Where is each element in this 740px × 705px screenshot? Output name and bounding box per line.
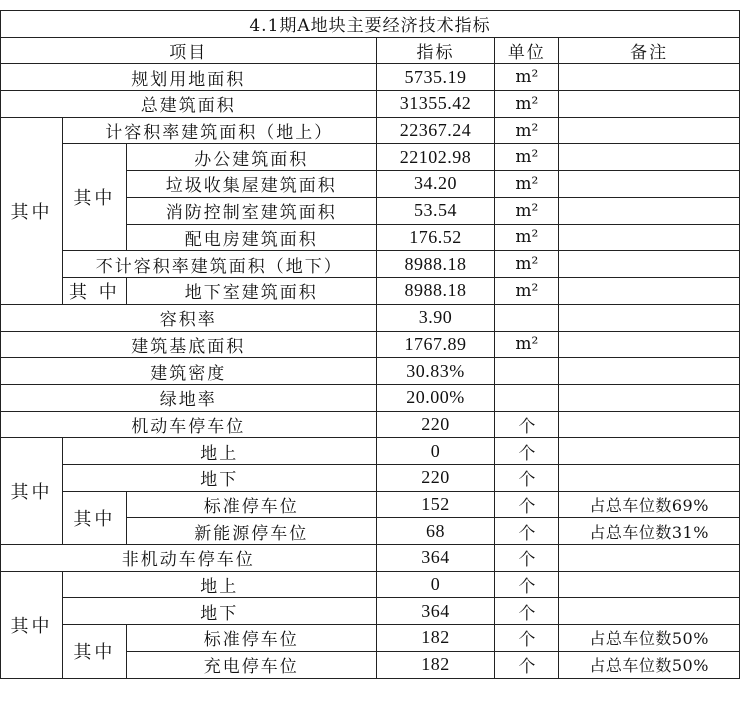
row-value: 30.83%	[376, 358, 495, 385]
table-row	[1, 545, 740, 572]
row-note	[559, 438, 740, 465]
row-value: 1767.89	[376, 331, 495, 358]
row-value: 68	[376, 518, 495, 545]
row-value: 34.20	[376, 171, 495, 198]
row-unit: 个	[495, 651, 559, 678]
row-unit: m²	[495, 197, 559, 224]
row-note	[559, 384, 740, 411]
row-item: 充电停车位	[126, 651, 376, 678]
row-unit: m²	[495, 224, 559, 251]
row-note: 占总车位数69%	[559, 491, 740, 518]
table-row	[1, 277, 740, 304]
row-unit: m²	[495, 64, 559, 91]
row-item: 机动车停车位	[1, 411, 377, 438]
row-unit: m²	[495, 251, 559, 278]
row-unit	[495, 358, 559, 385]
row-item: 规划用地面积	[1, 64, 377, 91]
row-item: 新能源停车位	[126, 518, 376, 545]
row-note	[559, 411, 740, 438]
row-value: 31355.42	[376, 91, 495, 118]
row-value: 220	[376, 411, 495, 438]
subgroup-label-qizhong: 其中	[62, 144, 126, 251]
row-item: 绿地率	[1, 384, 377, 411]
row-value: 182	[376, 625, 495, 652]
row-item: 总建筑面积	[1, 91, 377, 118]
row-unit: m²	[495, 117, 559, 144]
row-unit: m²	[495, 171, 559, 198]
row-unit	[495, 304, 559, 331]
row-note	[559, 224, 740, 251]
row-item: 配电房建筑面积	[126, 224, 376, 251]
row-note: 占总车位数50%	[559, 625, 740, 652]
row-value: 220	[376, 465, 495, 492]
row-item: 容积率	[1, 304, 377, 331]
row-note: 占总车位数31%	[559, 518, 740, 545]
row-note	[559, 251, 740, 278]
table-row	[1, 571, 740, 598]
table-row	[1, 411, 740, 438]
table-title-row	[1, 11, 740, 38]
row-unit: 个	[495, 545, 559, 572]
row-note	[559, 465, 740, 492]
row-value: 20.00%	[376, 384, 495, 411]
subgroup-label-qizhong: 其 中	[62, 277, 126, 304]
row-unit: 个	[495, 625, 559, 652]
table-row	[1, 144, 740, 171]
row-item: 地下	[62, 465, 376, 492]
subgroup-label-qizhong: 其中	[62, 491, 126, 544]
table-row	[1, 64, 740, 91]
row-value: 8988.18	[376, 251, 495, 278]
header-unit: 单位	[495, 37, 559, 64]
row-note	[559, 277, 740, 304]
table-row	[1, 625, 740, 652]
table-row	[1, 91, 740, 118]
header-value: 指标	[376, 37, 495, 64]
group-label-qizhong: 其中	[1, 571, 63, 678]
table-row	[1, 491, 740, 518]
row-note	[559, 144, 740, 171]
row-value: 5735.19	[376, 64, 495, 91]
row-value: 176.52	[376, 224, 495, 251]
row-unit: 个	[495, 438, 559, 465]
table-row	[1, 331, 740, 358]
row-note: 占总车位数50%	[559, 651, 740, 678]
row-item: 地下	[62, 598, 376, 625]
row-note	[559, 304, 740, 331]
row-unit: 个	[495, 491, 559, 518]
row-item: 标准停车位	[126, 491, 376, 518]
table-row	[1, 117, 740, 144]
row-note	[559, 545, 740, 572]
row-value: 8988.18	[376, 277, 495, 304]
row-item: 计容积率建筑面积（地上）	[62, 117, 376, 144]
table-row	[1, 358, 740, 385]
table-row	[1, 438, 740, 465]
row-value: 0	[376, 438, 495, 465]
row-unit: m²	[495, 331, 559, 358]
row-unit: 个	[495, 518, 559, 545]
row-item: 建筑基底面积	[1, 331, 377, 358]
table-row	[1, 465, 740, 492]
row-note	[559, 598, 740, 625]
row-item: 地下室建筑面积	[126, 277, 376, 304]
row-value: 152	[376, 491, 495, 518]
table-row	[1, 304, 740, 331]
row-unit: 个	[495, 571, 559, 598]
table-title: 4.1期A地块主要经济技术指标	[1, 11, 740, 38]
row-unit: m²	[495, 277, 559, 304]
row-note	[559, 197, 740, 224]
table-header-row	[1, 37, 740, 64]
row-value: 3.90	[376, 304, 495, 331]
table-row	[1, 384, 740, 411]
row-unit: 个	[495, 598, 559, 625]
row-value: 0	[376, 571, 495, 598]
row-unit: 个	[495, 411, 559, 438]
row-item: 非机动车停车位	[1, 545, 377, 572]
row-value: 22102.98	[376, 144, 495, 171]
row-note	[559, 571, 740, 598]
row-value: 53.54	[376, 197, 495, 224]
subgroup-label-qizhong: 其中	[62, 625, 126, 678]
economic-indicators-table	[0, 10, 740, 679]
row-unit: m²	[495, 144, 559, 171]
row-note	[559, 171, 740, 198]
row-unit: m²	[495, 91, 559, 118]
row-item: 地上	[62, 438, 376, 465]
row-note	[559, 91, 740, 118]
row-note	[559, 64, 740, 91]
row-note	[559, 331, 740, 358]
row-item: 地上	[62, 571, 376, 598]
group-label-qizhong: 其中	[1, 117, 63, 304]
row-item: 标准停车位	[126, 625, 376, 652]
row-value: 182	[376, 651, 495, 678]
table-row	[1, 598, 740, 625]
header-note: 备注	[559, 37, 740, 64]
row-value: 364	[376, 545, 495, 572]
row-item: 建筑密度	[1, 358, 377, 385]
row-note	[559, 117, 740, 144]
row-item: 办公建筑面积	[126, 144, 376, 171]
row-value: 364	[376, 598, 495, 625]
row-item: 不计容积率建筑面积（地下）	[62, 251, 376, 278]
row-note	[559, 358, 740, 385]
row-unit	[495, 384, 559, 411]
table-row	[1, 251, 740, 278]
row-item: 消防控制室建筑面积	[126, 197, 376, 224]
header-item: 项目	[1, 37, 377, 64]
group-label-qizhong: 其中	[1, 438, 63, 545]
row-unit: 个	[495, 465, 559, 492]
row-value: 22367.24	[376, 117, 495, 144]
row-item: 垃圾收集屋建筑面积	[126, 171, 376, 198]
